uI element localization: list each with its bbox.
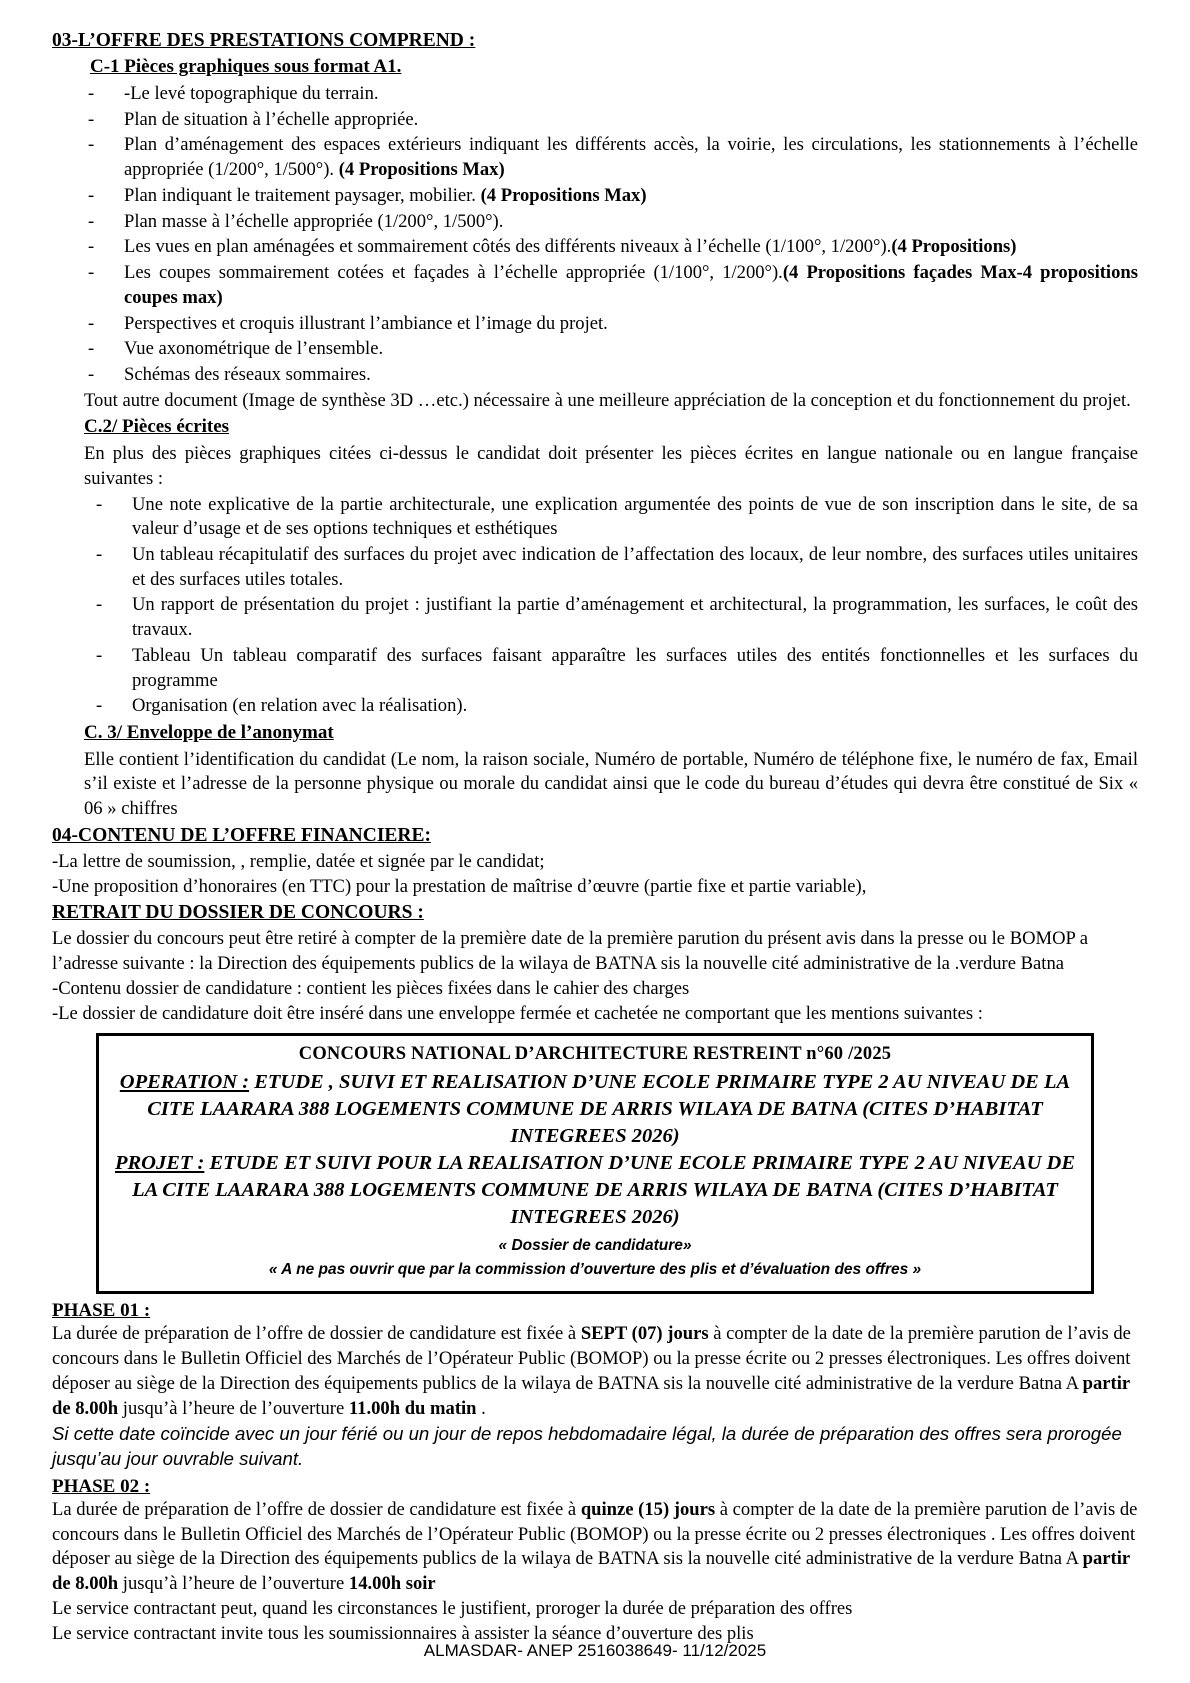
list-item <box>88 133 1138 182</box>
phase-02-text-a: La durée de préparation de l’offre de dossier de candidature est fixée à <box>52 1498 581 1520</box>
section-03-title: 03-L’OFFRE DES PRESTATIONS COMPREND : <box>52 30 476 51</box>
subsection-c1-title: C-1 Pièces graphiques sous format A1. <box>90 56 402 78</box>
phase-02-duration: quinze (15) jours <box>580 1498 716 1520</box>
retrait-paragraph-2: -Contenu dossier de candidature : contient les pièces fixées dans le cahier des charges <box>52 978 690 1000</box>
phase-01-paragraph <box>52 1322 1138 1422</box>
list-item-text: -Le levé topographique du terrain. <box>124 83 379 105</box>
box-projet <box>113 1150 1077 1231</box>
list-item-text: Perspectives et croquis illustrant l’ambiance et l’image du projet. <box>124 312 608 334</box>
phase-02-title: PHASE 02 : <box>52 1475 151 1497</box>
box-operation <box>113 1069 1077 1150</box>
list-item <box>88 210 1138 235</box>
list-item-text: Plan indiquant le traitement paysager, mobilier. <box>124 184 476 206</box>
phase-02-start-time: partir de 8.00h <box>52 1548 1130 1595</box>
box-warning-label: « A ne pas ouvrir que par la commission d’ouverture des plis et d’évaluation des offres » <box>268 1261 922 1279</box>
list-item-text: Les vues en plan aménagées et sommairement côtés des différents niveaux à l’échelle (1/100°, 1/200°). <box>124 236 892 258</box>
phase-01-text-e: jusqu’à l’heure de l’ouverture <box>118 1397 349 1419</box>
box-operation-text: ETUDE , SUIVI ET REALISATION D’UNE ECOLE PRIMAIRE TYPE 2 AU NIVEAU DE LA CITE LAARARA 388 LOGEMENTS COMMUNE DE ARRIS WILAYA DE BATNA (CITES D’HABITAT INTEGREES 2026) <box>147 1070 1071 1148</box>
c3-paragraph: Elle contient l’identification du candidat (Le nom, la raison sociale, Numéro de portable, Numéro de téléphone fixe, le numéro de fax, Email s’il existe et l’adresse de la personne physique ou morale du candidat ainsi que le code du bureau d’études qui devra être constitué de Six « 06 » chiffres <box>84 748 1138 820</box>
retrait-title: RETRAIT DU DOSSIER DE CONCOURS : <box>52 901 424 923</box>
phase-02-paragraph <box>52 1498 1138 1598</box>
page-footer: ALMASDAR- ANEP 2516038649- 11/12/2025 <box>423 1641 767 1660</box>
phase-01-title: PHASE 01 : <box>52 1300 151 1322</box>
list-item <box>88 108 1138 133</box>
phase-01-text-a: La durée de préparation de l’offre de dossier de candidature est fixée à <box>52 1323 581 1345</box>
list-item: - Organisation (en relation avec la réalisation). <box>96 694 1138 719</box>
list-item: - Tableau Un tableau comparatif des surfaces faisant apparaître les surfaces utiles des entités fonctionnelles et les surfaces du programme <box>96 644 1138 693</box>
phase-01-start-time: partir de 8.00h <box>52 1373 1130 1419</box>
list-item-bold: (4 Propositions) <box>891 236 1017 258</box>
phase-01-duration: SEPT (07) jours <box>580 1323 709 1345</box>
list-item-bold: (4 Propositions Max) <box>334 159 505 181</box>
list-item-text: Plan masse à l’échelle appropriée (1/200°, 1/500°). <box>124 210 504 232</box>
list-item-bold: (4 Propositions façades Max-4 propositions coupes max) <box>124 262 1138 308</box>
c1-list <box>52 82 1138 388</box>
phase-01-end-time: 11.00h du matin <box>348 1397 477 1419</box>
list-item <box>88 261 1138 310</box>
phase-02-text-e: jusqu’à l’heure de l’ouverture <box>118 1573 349 1595</box>
retrait-paragraph-3: -Le dossier de candidature doit être inséré dans une enveloppe fermée et cachetée ne comportant que les mentions suivantes : <box>52 1003 983 1025</box>
box-heading: CONCOURS NATIONAL D’ARCHITECTURE RESTREINT n°60 /2025 <box>298 1043 892 1064</box>
list-item <box>88 82 1138 107</box>
list-item <box>88 363 1138 388</box>
box-projet-label: PROJET : <box>114 1152 205 1175</box>
phase-02-line-3: Le service contractant invite tous les soumissionnaires à assister la séance d’ouverture des plis <box>52 1623 754 1645</box>
phase-02-line-2: Le service contractant peut, quand les circonstances le justifient, proroger la durée de préparation des offres <box>52 1598 853 1620</box>
list-item <box>88 184 1138 209</box>
box-operation-label: OPERATION : <box>119 1070 250 1093</box>
box-dossier-label: « Dossier de candidature» <box>498 1237 692 1255</box>
list-item-text: Vue axonométrique de l’ensemble. <box>124 338 384 360</box>
list-item: - Un rapport de présentation du projet : justifiant la partie d’aménagement et architectural, la programmation, les surfaces, le coût des travaux. <box>96 593 1138 642</box>
list-item-text: Les coupes sommairement cotées et façades à l’échelle appropriée (1/100°, 1/200°). <box>124 262 783 284</box>
list-item: - Une note explicative de la partie architecturale, une explication argumentée des points de vue de son inscription dans le site, de sa valeur d’usage et de ses options techniques et esthétiques <box>96 493 1138 542</box>
section-04-title: 04-CONTENU DE L’OFFRE FINANCIERE: <box>52 824 432 846</box>
list-item-text: Plan de situation à l’échelle appropriée. <box>124 108 419 130</box>
subsection-c3-title: C. 3/ Enveloppe de l’anonymat <box>84 721 334 743</box>
list-item-bold: (4 Propositions Max) <box>475 184 647 206</box>
phase-02-text-c: à compter de la date de la première parution de l’avis de concours dans le Bulletin Officiel des Marchés de l’Opérateur Public (BOMOP) ou la presse écrite ou 2 presses électroniques . Les offres doivent déposer au siège de la Direction des équipements publics de la wilaya de BATNA sis la nouvelle cité administrative de la verdure Batna A <box>52 1498 1138 1570</box>
c2-intro-paragraph: En plus des pièces graphiques citées ci-dessus le candidat doit présenter les pièces écrites en langue nationale ou en langue française suivantes : <box>84 443 1138 489</box>
envelope-mention-box <box>96 1033 1094 1294</box>
phase-01-note: Si cette date coïncide avec un jour férié ou un jour de repos hebdomadaire légal, la durée de préparation des offres sera prorogée jusqu’au jour ouvrable suivant. <box>52 1422 1122 1469</box>
list-item <box>88 235 1138 260</box>
box-projet-text: ETUDE ET SUIVI POUR LA REALISATION D’UNE ECOLE PRIMAIRE TYPE 2 AU NIVEAU DE LA CITE LAARARA 388 LOGEMENTS COMMUNE DE ARRIS WILAYA DE BATNA (CITES D’HABITAT INTEGREES 2026) <box>132 1152 1076 1229</box>
phase-01-text-g: . <box>476 1397 486 1419</box>
list-item-text: Schémas des réseaux sommaires. <box>124 363 371 385</box>
c1-closing-paragraph: Tout autre document (Image de synthèse 3D …etc.) nécessaire à une meilleure appréciation de la conception et du fonctionnement du projet. <box>84 389 1131 411</box>
list-item-text: Plan d’aménagement des espaces extérieurs indiquant les différents accès, la voirie, les circulations, les stationnements à l’échelle appropriée (1/200°, 1/500°). <box>124 134 1138 181</box>
list-item <box>88 312 1138 337</box>
section-04-line-2: -Une proposition d’honoraires (en TTC) pour la prestation de maîtrise d’œuvre (partie fixe et partie variable), <box>52 876 867 898</box>
c2-list <box>52 493 1138 719</box>
retrait-paragraph-1: Le dossier du concours peut être retiré à compter de la première date de la première parution du présent avis dans la presse ou le BOMOP a l’adresse suivante : la Direction des équipements publics de la wilaya de BATNA sis la nouvelle cité administrative de la .verdure Batna <box>52 928 1089 975</box>
list-item: - Un tableau récapitulatif des surfaces du projet avec indication de l’affectation des locaux, de leur nombre, des surfaces utiles unitaires et des surfaces utiles totales. <box>96 543 1138 592</box>
phase-02-end-time: 14.00h soir <box>348 1573 436 1595</box>
list-item <box>88 337 1138 362</box>
subsection-c2-title: C.2/ Pièces écrites <box>84 416 230 438</box>
phase-01-text-c: à compter de la date de la première parution de l’avis de concours dans le Bulletin Officiel des Marchés de l’Opérateur Public (BOMOP) ou la presse écrite ou 2 presses électroniques. Les offres doivent déposer au siège de la Direction des équipements publics de la wilaya de BATNA sis la nouvelle cité administrative de la verdure Batna A <box>52 1323 1131 1395</box>
section-04-line-1: -La lettre de soumission, , remplie, datée et signée par le candidat; <box>52 851 545 873</box>
